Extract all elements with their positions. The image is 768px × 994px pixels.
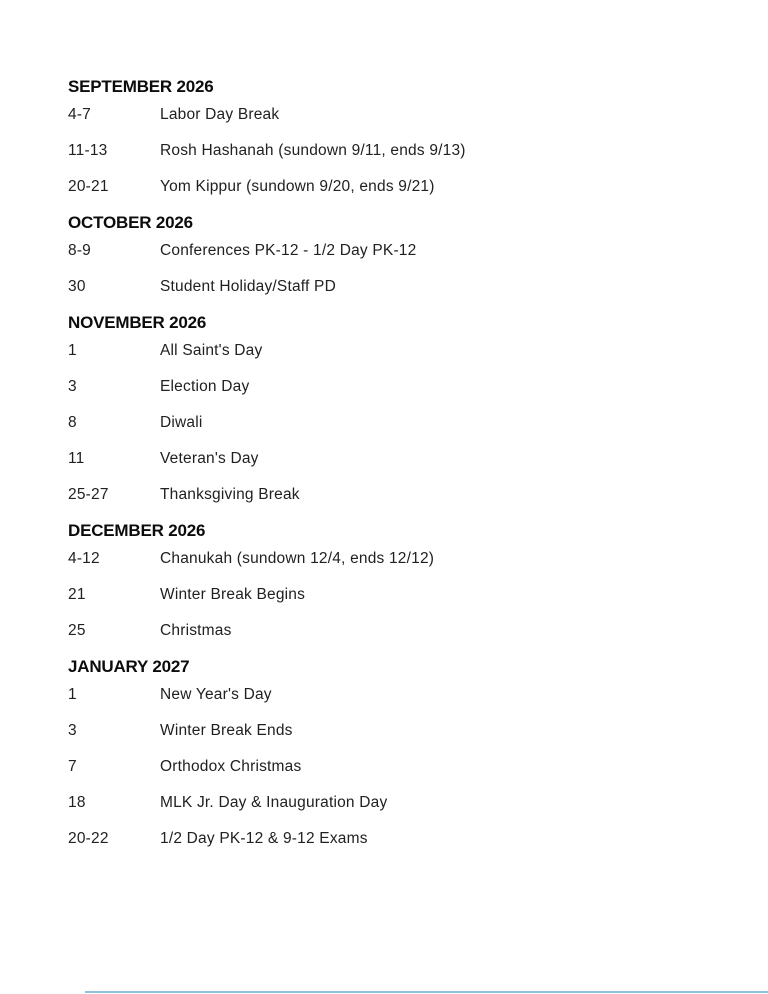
event-row xyxy=(68,240,728,262)
event-date: 30 xyxy=(68,278,86,295)
event-row xyxy=(68,720,728,742)
event-description: Yom Kippur (sundown 9/20, ends 9/21) xyxy=(160,178,435,195)
event-row xyxy=(68,792,728,814)
event-description: Thanksgiving Break xyxy=(160,486,300,503)
event-date: 20-22 xyxy=(68,830,109,847)
event-row xyxy=(68,828,728,850)
event-description: Winter Break Begins xyxy=(160,586,306,603)
event-description: Student Holiday/Staff PD xyxy=(160,278,336,295)
month-heading: OCTOBER 2026 xyxy=(68,213,193,232)
event-date: 4-7 xyxy=(68,106,92,123)
event-date: 21 xyxy=(68,586,86,603)
event-date: 1 xyxy=(68,686,77,703)
event-description: Orthodox Christmas xyxy=(160,758,302,775)
event-row xyxy=(68,340,728,362)
event-date: 25-27 xyxy=(68,486,109,503)
month-section xyxy=(68,520,728,642)
month-heading: SEPTEMBER 2026 xyxy=(68,77,214,96)
month-section xyxy=(68,212,728,298)
event-date: 3 xyxy=(68,378,77,395)
month-section xyxy=(68,76,728,198)
event-description: Conferences PK-12 - 1/2 Day PK-12 xyxy=(160,242,417,259)
month-section xyxy=(68,312,728,506)
event-row xyxy=(68,412,728,434)
event-description: Veteran's Day xyxy=(160,450,259,467)
event-row xyxy=(68,176,728,198)
event-description: Labor Day Break xyxy=(160,106,280,123)
event-description: All Saint's Day xyxy=(160,342,263,359)
event-date: 3 xyxy=(68,722,77,739)
footer-accent-line xyxy=(85,991,768,993)
event-description: Christmas xyxy=(160,622,232,639)
event-date: 20-21 xyxy=(68,178,109,195)
event-date: 8 xyxy=(68,414,77,431)
event-description: Election Day xyxy=(160,378,250,395)
event-date: 4-12 xyxy=(68,550,100,567)
month-heading: DECEMBER 2026 xyxy=(68,521,206,540)
event-row xyxy=(68,448,728,470)
event-description: MLK Jr. Day & Inauguration Day xyxy=(160,794,388,811)
event-date: 1 xyxy=(68,342,77,359)
month-heading: NOVEMBER 2026 xyxy=(68,313,207,332)
event-row xyxy=(68,276,728,298)
event-row xyxy=(68,376,728,398)
event-description: New Year's Day xyxy=(160,686,272,703)
event-row xyxy=(68,104,728,126)
event-description: 1/2 Day PK-12 & 9-12 Exams xyxy=(160,830,368,847)
event-row xyxy=(68,484,728,506)
month-section xyxy=(68,656,728,850)
event-row xyxy=(68,140,728,162)
event-row xyxy=(68,584,728,606)
event-description: Rosh Hashanah (sundown 9/11, ends 9/13) xyxy=(160,142,466,159)
event-row xyxy=(68,548,728,570)
event-date: 7 xyxy=(68,758,77,775)
calendar-sections xyxy=(68,76,728,850)
event-date: 11-13 xyxy=(68,142,108,159)
event-date: 25 xyxy=(68,622,86,639)
event-row xyxy=(68,620,728,642)
event-row xyxy=(68,756,728,778)
event-row xyxy=(68,684,728,706)
event-date: 8-9 xyxy=(68,242,92,259)
event-description: Chanukah (sundown 12/4, ends 12/12) xyxy=(160,550,435,567)
month-heading: JANUARY 2027 xyxy=(68,657,190,676)
event-date: 18 xyxy=(68,794,86,811)
event-description: Winter Break Ends xyxy=(160,722,293,739)
event-description: Diwali xyxy=(160,414,203,431)
event-date: 11 xyxy=(68,450,85,467)
